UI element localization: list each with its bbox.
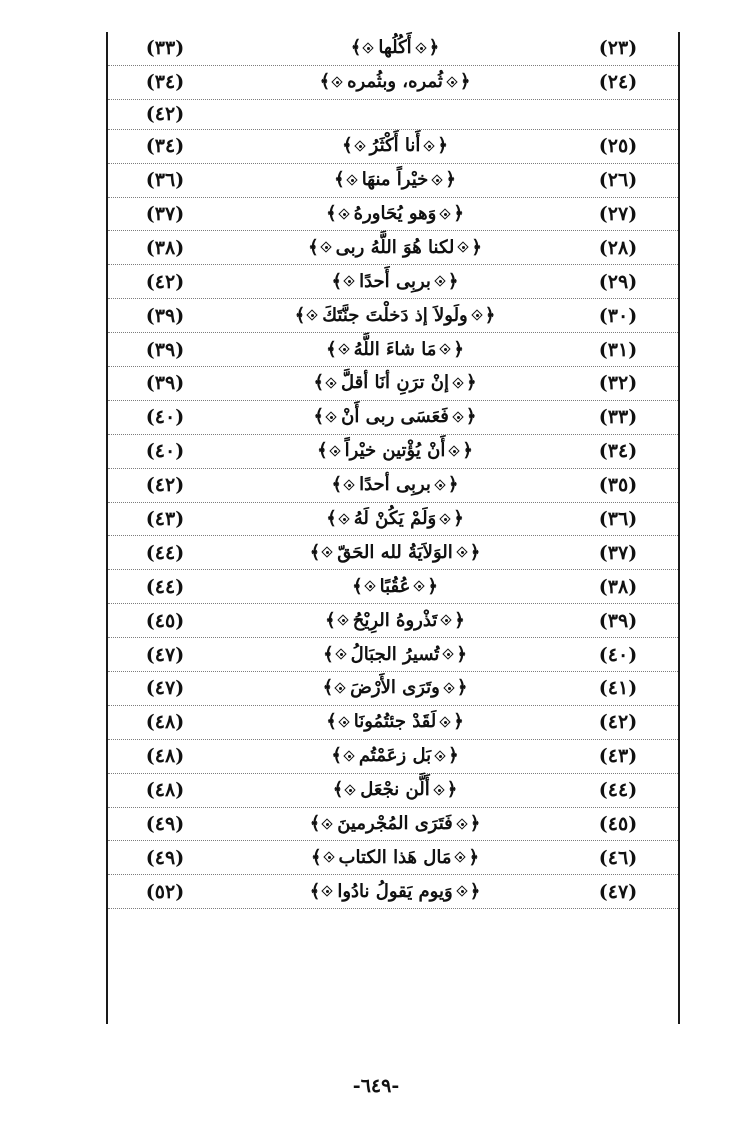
ornament-icon: [306, 309, 319, 322]
close-bracket-icon: ﴾: [326, 508, 337, 530]
table-row: [108, 536, 678, 570]
close-bracket-icon: ﴾: [313, 372, 325, 394]
phrase-text: بَل زعَمْتُم: [358, 745, 432, 767]
phrase-text: وَيوم يَقولُ نادُوا: [337, 880, 453, 902]
page-reference: (٣٤): [145, 71, 185, 94]
open-bracket-icon: ﴿: [484, 304, 496, 326]
quran-phrase: [220, 100, 570, 129]
ornament-icon: [415, 42, 428, 55]
close-bracket-icon: ﴾: [323, 643, 334, 665]
ornament-icon: [443, 682, 456, 695]
ornament-icon: [338, 513, 351, 526]
table-row: [108, 875, 678, 909]
ornament-icon: [457, 241, 470, 254]
table-row: [108, 706, 678, 740]
verse-number: (٢٩): [598, 270, 638, 293]
close-bracket-icon: ﴾: [317, 440, 328, 462]
page-reference: (٤٩): [145, 846, 185, 869]
verse-number: (٣٧): [598, 541, 638, 564]
table-row: [108, 32, 678, 66]
quran-phrase: [220, 503, 570, 536]
page-reference: (٣٧): [145, 203, 185, 225]
close-bracket-icon: ﴾: [319, 71, 331, 93]
page-reference: (٤٧): [145, 677, 185, 700]
ornament-icon: [439, 343, 452, 356]
verse-number: (٣٥): [598, 474, 638, 497]
close-bracket-icon: ﴾: [309, 813, 321, 835]
verse-number: (٣٠): [598, 304, 638, 327]
quran-phrase: [220, 66, 570, 99]
ornament-icon: [343, 750, 356, 763]
ornament-icon: [323, 851, 336, 864]
page-reference: (٣٩): [145, 372, 185, 395]
phrase-text: عُقُبًا: [379, 575, 411, 597]
table-row: [108, 808, 678, 842]
ornament-icon: [423, 140, 436, 153]
page-reference: (٤٨): [145, 745, 185, 768]
ornament-icon: [439, 208, 452, 221]
phrase-text: ثُمره، وبثُمره: [347, 71, 443, 93]
verse-number: (٢٣): [598, 37, 638, 60]
ornament-icon: [431, 174, 444, 187]
open-bracket-icon: ﴿: [448, 745, 459, 767]
phrase-text: أَكُلُها: [378, 37, 412, 59]
open-bracket-icon: ﴿: [456, 677, 468, 699]
ornament-icon: [321, 546, 334, 559]
quran-phrase: [220, 841, 570, 874]
open-bracket-icon: ﴿: [465, 372, 477, 394]
phrase-text: خيْراً منهَا: [361, 169, 429, 191]
verse-number: (٣٩): [598, 609, 638, 632]
close-bracket-icon: ﴾: [331, 745, 342, 767]
table-row: [108, 198, 678, 232]
phrase-text: وَلَمْ يَكُنْ لَهُ: [353, 508, 437, 530]
phrase-text: بربِى أَحدًا: [359, 270, 431, 292]
open-bracket-icon: ﴿: [454, 609, 465, 631]
verse-number: (٢٥): [598, 135, 638, 158]
close-bracket-icon: ﴾: [342, 135, 353, 157]
table-row: [108, 469, 678, 503]
open-bracket-icon: ﴿: [456, 643, 467, 665]
phrase-text: بربِى أحدًا: [359, 474, 431, 496]
table-row: [108, 231, 678, 265]
close-bracket-icon: ﴾: [309, 880, 321, 902]
phrase-text: تَذْروهُ الرِيْحُ: [352, 609, 438, 631]
open-bracket-icon: ﴿: [446, 779, 458, 801]
quran-phrase: [220, 875, 570, 908]
page-reference: (٤٣): [145, 508, 185, 531]
verse-number: (٤٦): [598, 846, 638, 869]
open-bracket-icon: ﴿: [427, 575, 438, 597]
ornament-icon: [338, 208, 351, 221]
close-bracket-icon: ﴾: [326, 711, 337, 733]
ornament-icon: [321, 818, 334, 831]
ornament-icon: [343, 479, 356, 492]
index-table: [106, 32, 680, 1024]
verse-number: (٢٨): [598, 236, 638, 259]
table-row: [108, 66, 678, 100]
table-row: [108, 638, 678, 672]
quran-phrase: [220, 570, 570, 603]
page-reference: (٤٠): [145, 406, 185, 429]
page-reference: (٣٩): [145, 304, 185, 327]
quran-phrase: [220, 672, 570, 705]
table-row: [108, 130, 678, 164]
verse-number: (٤٤): [598, 779, 638, 802]
quran-phrase: [220, 435, 570, 468]
ornament-icon: [434, 275, 447, 288]
ornament-icon: [456, 818, 469, 831]
open-bracket-icon: ﴿: [468, 846, 480, 868]
close-bracket-icon: ﴾: [325, 609, 336, 631]
phrase-text: وَهو يُحَاورهُ: [353, 203, 437, 224]
table-row: [108, 435, 678, 469]
ornament-icon: [413, 580, 426, 593]
close-bracket-icon: ﴾: [310, 846, 322, 868]
ornament-icon: [364, 580, 377, 593]
table-row: [108, 604, 678, 638]
table-row: [108, 401, 678, 435]
close-bracket-icon: ﴾: [308, 236, 319, 258]
ornament-icon: [338, 716, 351, 729]
ornament-icon: [452, 411, 465, 424]
verse-number: [588, 100, 648, 129]
phrase-text: أَلَّن نجْعَل: [360, 779, 430, 801]
verse-number: (٣٢): [598, 372, 638, 395]
table-row: [108, 333, 678, 367]
quran-phrase: [220, 808, 570, 841]
verse-number: (٣١): [598, 338, 638, 361]
quran-phrase: [220, 740, 570, 773]
verse-number: (٤٠): [598, 643, 638, 666]
ornament-icon: [346, 174, 359, 187]
ornament-icon: [448, 445, 461, 458]
ornament-icon: [442, 648, 455, 661]
phrase-text: فَعَسَى ربى أَنْ: [341, 406, 449, 428]
page-reference: (٤٢): [145, 270, 185, 293]
verse-number: (٢٤): [598, 71, 638, 94]
phrase-text: لَقَدْ جئتُمُونَا: [353, 711, 437, 733]
ornament-icon: [334, 682, 347, 695]
phrase-text: وتَرَى الأَرْضَ: [350, 677, 440, 699]
table-row: [108, 841, 678, 875]
page-reference: (٤٢): [145, 103, 185, 126]
page-reference: (٤٥): [145, 609, 185, 632]
page-reference: (٤٨): [145, 779, 185, 802]
close-bracket-icon: ﴾: [352, 575, 363, 597]
phrase-text: الوَلاَيَةُ لله الحَقّ: [337, 541, 453, 563]
quran-phrase: [220, 333, 570, 366]
open-bracket-icon: ﴿: [428, 37, 440, 59]
close-bracket-icon: ﴾: [326, 338, 337, 360]
quran-phrase: [220, 401, 570, 434]
verse-number: (٣٤): [598, 440, 638, 463]
ornament-icon: [320, 241, 333, 254]
table-row: [108, 265, 678, 299]
ornament-icon: [337, 614, 350, 627]
open-bracket-icon: ﴿: [459, 71, 471, 93]
open-bracket-icon: ﴿: [447, 474, 459, 496]
table-row: [108, 100, 678, 130]
close-bracket-icon: ﴾: [331, 270, 343, 292]
open-bracket-icon: ﴿: [462, 440, 473, 462]
open-bracket-icon: ﴿: [469, 541, 481, 563]
table-row: [108, 503, 678, 537]
ornament-icon: [434, 750, 447, 763]
quran-phrase: [220, 469, 570, 502]
page-reference: (٤٠): [145, 440, 185, 463]
verse-number: (٤١): [598, 677, 638, 700]
open-bracket-icon: ﴿: [453, 203, 464, 224]
open-bracket-icon: ﴿: [445, 169, 456, 191]
quran-phrase: [220, 299, 570, 332]
quran-phrase: [220, 130, 570, 163]
phrase-text: أَنْ يُؤْتين خيْراً: [344, 440, 446, 462]
ornament-icon: [362, 42, 375, 55]
open-bracket-icon: ﴿: [469, 813, 481, 835]
phrase-text: تُسيرُ الجبَالُ: [350, 643, 440, 665]
ornament-icon: [343, 275, 356, 288]
close-bracket-icon: ﴾: [331, 474, 343, 496]
ornament-icon: [446, 76, 459, 89]
close-bracket-icon: ﴾: [322, 677, 334, 699]
quran-phrase: [220, 706, 570, 739]
verse-number: (٣٨): [598, 575, 638, 598]
ornament-icon: [354, 140, 367, 153]
close-bracket-icon: ﴾: [294, 304, 306, 326]
quran-phrase: [220, 367, 570, 400]
ornament-icon: [344, 784, 357, 797]
ornament-icon: [338, 343, 351, 356]
table-row: [108, 570, 678, 604]
ornament-icon: [325, 377, 338, 390]
page-reference: (٤٤): [145, 541, 185, 564]
ornament-icon: [329, 445, 342, 458]
open-bracket-icon: ﴿: [471, 236, 482, 258]
verse-number: (٣٣): [598, 406, 638, 429]
close-bracket-icon: ﴾: [326, 203, 337, 224]
page-reference: (٥٢): [145, 880, 185, 903]
ornament-icon: [454, 851, 467, 864]
ornament-icon: [331, 76, 344, 89]
page-reference: (٤٤): [145, 575, 185, 598]
quran-phrase: [220, 198, 570, 231]
phrase-text: لكنا هُوَ اللَّهُ ربى: [335, 236, 455, 258]
quran-phrase: [220, 231, 570, 264]
page-reference: (٤٧): [145, 643, 185, 666]
verse-number: (٤٥): [598, 813, 638, 836]
open-bracket-icon: ﴿: [469, 880, 481, 902]
phrase-text: فَتَرَى المُجْرمينَ: [337, 813, 453, 835]
table-row: [108, 740, 678, 774]
close-bracket-icon: ﴾: [332, 779, 344, 801]
phrase-text: مَال هَذا الكتاب: [338, 846, 452, 868]
table-row: [108, 367, 678, 401]
page-number: -٦٤٩-: [352, 1075, 400, 1097]
table-row: [108, 672, 678, 706]
open-bracket-icon: ﴿: [447, 270, 459, 292]
open-bracket-icon: ﴿: [453, 508, 464, 530]
page-reference: (٣٤): [145, 135, 185, 158]
ornament-icon: [325, 411, 338, 424]
table-row: [108, 774, 678, 808]
verse-number: (٢٧): [598, 203, 638, 225]
phrase-text: ولَولاَ إذ دَخلْتَ جنَّتَكَ: [322, 304, 468, 326]
verse-number: (٤٧): [598, 880, 638, 903]
ornament-icon: [471, 309, 484, 322]
open-bracket-icon: ﴿: [465, 406, 477, 428]
close-bracket-icon: ﴾: [313, 406, 325, 428]
page-reference: (٤٢): [145, 474, 185, 497]
page-reference: (٤٨): [145, 711, 185, 734]
quran-phrase: [220, 265, 570, 298]
quran-phrase: [220, 32, 570, 65]
table-row: [108, 299, 678, 333]
quran-phrase: [220, 536, 570, 569]
page-reference: (٣٦): [145, 169, 185, 192]
ornament-icon: [321, 885, 334, 898]
open-bracket-icon: ﴿: [453, 338, 464, 360]
quran-phrase: [220, 638, 570, 671]
page-reference: (٣٣): [145, 37, 185, 60]
open-bracket-icon: ﴿: [453, 711, 464, 733]
close-bracket-icon: ﴾: [309, 541, 321, 563]
ornament-icon: [456, 885, 469, 898]
ornament-icon: [452, 377, 465, 390]
ornament-icon: [440, 614, 453, 627]
ornament-icon: [439, 513, 452, 526]
close-bracket-icon: ﴾: [350, 37, 362, 59]
quran-phrase: [220, 604, 570, 637]
quran-phrase: [220, 164, 570, 197]
quran-phrase: [220, 774, 570, 807]
ornament-icon: [434, 479, 447, 492]
page-reference: (٤٩): [145, 813, 185, 836]
phrase-text: إنْ ترَنِ أنَا أقلَّ: [341, 372, 449, 394]
ornament-icon: [433, 784, 446, 797]
verse-number: (٤٣): [598, 745, 638, 768]
ornament-icon: [335, 648, 348, 661]
verse-number: (٢٦): [598, 169, 638, 192]
phrase-text: أَنا أَكْثَرُ: [369, 135, 421, 157]
ornament-icon: [439, 716, 452, 729]
page-reference: (٣٩): [145, 338, 185, 361]
page-reference: (٣٨): [145, 236, 185, 259]
verse-number: (٤٢): [598, 711, 638, 734]
open-bracket-icon: ﴿: [437, 135, 448, 157]
close-bracket-icon: ﴾: [334, 169, 345, 191]
phrase-text: مَا شاءَ اللَّهُ: [353, 338, 437, 360]
table-row: [108, 164, 678, 198]
ornament-icon: [456, 546, 469, 559]
verse-number: (٣٦): [598, 508, 638, 531]
